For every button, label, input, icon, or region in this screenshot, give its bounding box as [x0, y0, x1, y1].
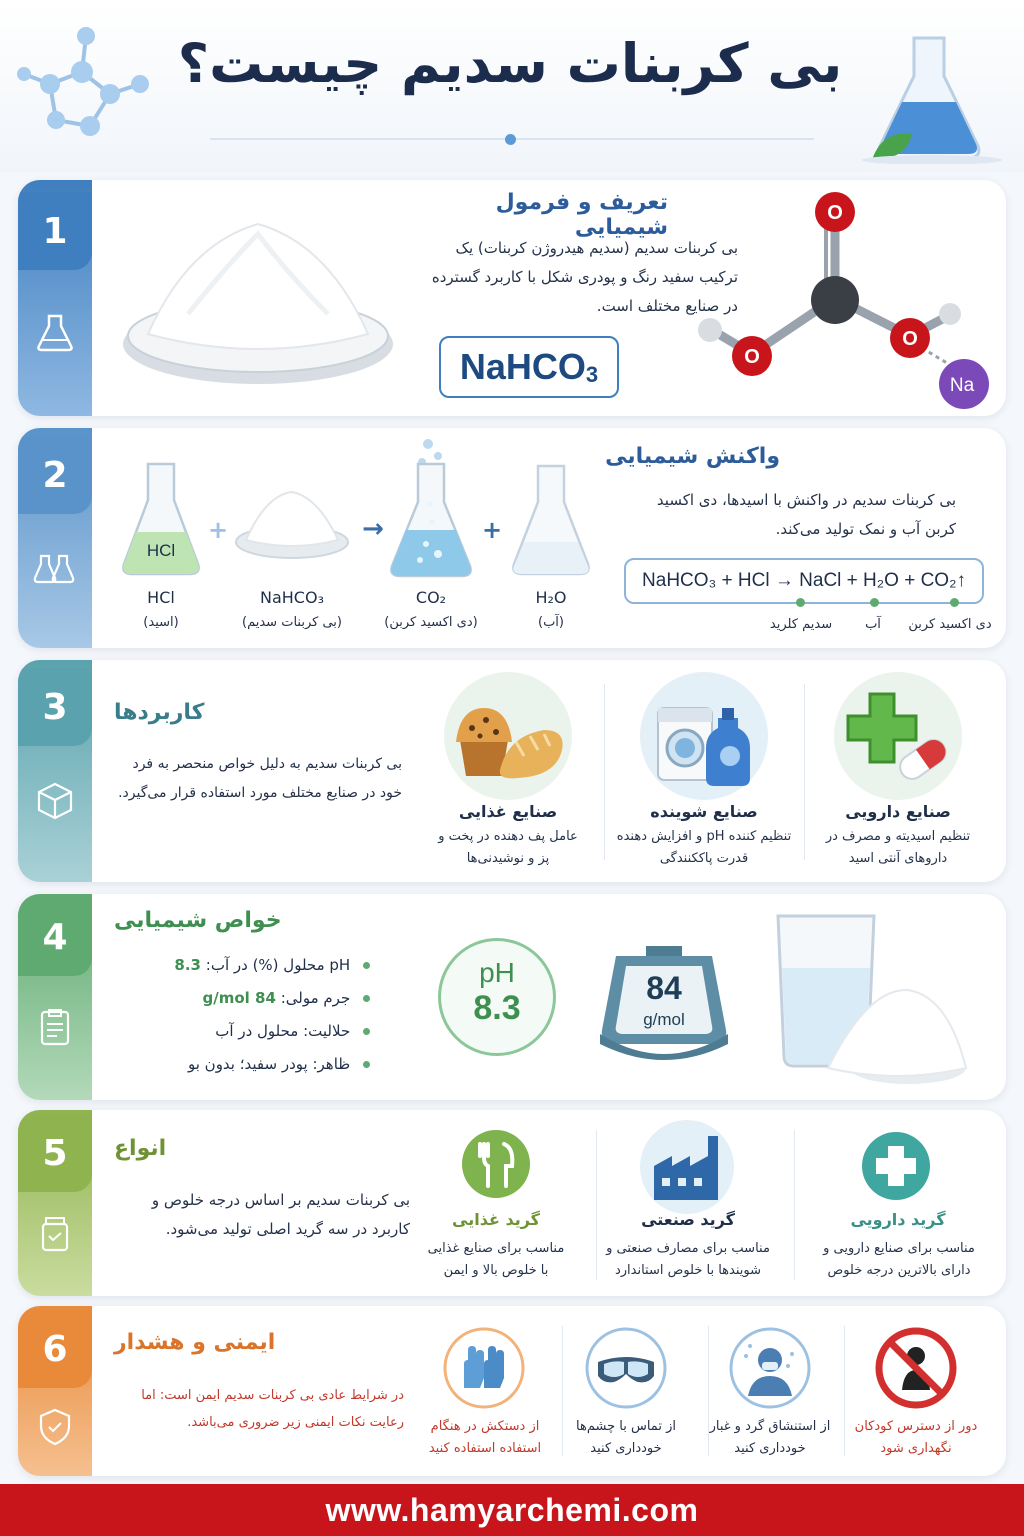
property-bullet	[363, 995, 370, 1002]
application-title: صنایع شوینده	[650, 802, 758, 821]
property-row	[138, 1055, 370, 1081]
section-title: خواص شیمیایی	[114, 908, 282, 933]
section-title: انواع	[114, 1136, 167, 1161]
ph-badge	[438, 938, 556, 1056]
molecule-decoration-icon	[10, 14, 160, 154]
property-bullet	[363, 962, 370, 969]
cube-icon	[32, 778, 78, 824]
section-safety	[18, 1306, 1006, 1476]
divider	[604, 684, 605, 860]
eq-dot	[796, 598, 805, 607]
grade-title: گرید غذایی	[452, 1210, 540, 1229]
reactant-formula: HCl	[147, 588, 175, 607]
safety-desc: دور از دسترس کودکان نگهداری شود	[854, 1419, 978, 1456]
equation-label: سدیم کلرید	[769, 617, 833, 632]
section-text: بی کربنات سدیم (سدیم هیدروژن کربنات) یک ترکیب سفید رنگ و پودری شکل با کاربرد گسترده در صنایع مختلف است.	[431, 239, 738, 315]
hcl-flask-icon	[118, 460, 204, 580]
property-bullet	[363, 1061, 370, 1068]
safety-desc: از تماس با چشم‌ها خودداری کنید	[576, 1419, 676, 1456]
formula-subscript: 3	[585, 362, 599, 387]
section-number: 1	[18, 192, 92, 270]
grade-title: گرید صنعتی	[641, 1210, 735, 1229]
plus-sign: +	[207, 516, 229, 544]
bakery-icon	[450, 690, 570, 790]
section-definition	[18, 180, 1006, 416]
formula-box	[439, 336, 619, 398]
pharma-grade-icon	[860, 1130, 932, 1202]
jar-icon	[32, 1210, 78, 1256]
goggles-icon	[584, 1326, 668, 1410]
section-number: 2	[18, 436, 92, 514]
section-tab	[18, 180, 92, 416]
inhalation-icon	[728, 1326, 812, 1410]
section-title: ایمنی و هشدار	[114, 1330, 276, 1355]
property-label: حلالیت: محلول در آب	[215, 1022, 351, 1040]
footer-bar	[0, 1484, 1024, 1536]
child-prohibited-icon	[874, 1326, 958, 1410]
food-grade-icon	[460, 1128, 532, 1200]
atom-o-label: O	[827, 202, 843, 224]
section-text: بی کربنات سدیم بر اساس درجه خلوص و کاربرد در سه گرید اصلی تولید می‌شود.	[151, 1191, 410, 1238]
grade-desc: مناسب برای صنایع دارویی و دارای بالاترین درجه خلوص	[823, 1241, 975, 1278]
application-desc: تنظیم اسیدیته و مصرف در داروهای آنتی اسید	[825, 829, 971, 866]
atom-o-label: O	[744, 346, 760, 368]
gloves-icon	[442, 1326, 526, 1410]
section-number: 5	[18, 1114, 92, 1192]
ph-value: 8.3	[473, 989, 521, 1027]
section-applications	[18, 660, 1006, 882]
section-properties	[18, 894, 1006, 1100]
plus-sign: +	[481, 516, 503, 544]
header	[0, 0, 1024, 172]
bubbling-flask-icon	[386, 434, 476, 582]
medical-icon	[844, 686, 954, 786]
title-divider-dot	[505, 134, 516, 145]
molecule-model-icon	[690, 188, 1000, 413]
detergent-icon	[652, 684, 758, 792]
section-tab	[18, 660, 92, 882]
property-bullet	[363, 1028, 370, 1035]
beaker-powder-image	[768, 908, 968, 1090]
atom-o-label: O	[902, 328, 918, 350]
section-text: بی کربنات سدیم به دلیل خواص منحصر به فرد خود در صنایع مختلف مورد استفاده قرار می‌گیرد.	[118, 756, 402, 801]
application-title: صنایع دارویی	[845, 802, 951, 821]
application-title: صنایع غذایی	[458, 802, 558, 821]
powder-dish-image	[118, 194, 398, 394]
equation-label: دی اکسید کربن	[908, 617, 992, 632]
water-flask-icon	[508, 462, 594, 580]
product-name: (آب)	[538, 615, 564, 630]
ph-label: pH	[479, 957, 515, 988]
equation-text: NaHCO₃ + HCl → NaCl + H₂O + CO₂↑	[642, 570, 966, 591]
mass-value: 84	[646, 970, 682, 1006]
factory-icon	[648, 1130, 728, 1206]
divider	[562, 1326, 563, 1456]
section-title: تعریف و فرمول شیمیایی	[495, 190, 668, 240]
section-number: 3	[18, 668, 92, 746]
eq-dot	[950, 598, 959, 607]
formula-text: NaHCO	[459, 346, 586, 387]
divider	[804, 684, 805, 860]
section-text: در شرایط عادی بی کربنات سدیم ایمن است: اما رعایت نکات ایمنی زیر ضروری می‌باشد.	[141, 1388, 404, 1430]
section-reaction	[18, 428, 1006, 648]
reaction-arrow: →	[362, 514, 384, 544]
product-formula: H₂O	[535, 588, 567, 607]
divider	[596, 1130, 597, 1280]
property-row	[138, 1022, 370, 1048]
reactant-formula: NaHCO₃	[260, 588, 324, 607]
shield-icon	[32, 1404, 78, 1450]
page-title: بی کربنات سدیم چیست؟	[177, 32, 843, 95]
section-tab	[18, 1110, 92, 1296]
divider	[794, 1130, 795, 1280]
product-formula: CO₂	[415, 588, 447, 607]
reactant-name: (اسید)	[143, 615, 179, 630]
grade-title: گرید دارویی	[850, 1210, 946, 1229]
section-tab	[18, 428, 92, 648]
flasks-icon	[32, 546, 78, 592]
eq-dot	[870, 598, 879, 607]
atom-na-label: Na	[949, 375, 975, 396]
application-desc: عامل پف دهنده در پخت و پز و نوشیدنی‌ها	[438, 829, 578, 866]
section-number: 4	[18, 898, 92, 976]
safety-desc: از دستکش در هنگام استفاده استفاده کنید	[428, 1419, 542, 1456]
divider	[844, 1326, 845, 1456]
section-title: کاربردها	[114, 700, 205, 725]
property-label: pH محلول (%) در آب:	[205, 956, 351, 974]
flask-label: HCl	[146, 541, 176, 560]
flask-leaf-icon	[852, 30, 1012, 164]
mass-unit: g/mol	[643, 1010, 685, 1029]
section-title: واکنش شیمیایی	[605, 444, 780, 469]
property-row	[138, 989, 370, 1015]
clipboard-icon	[32, 1004, 78, 1050]
property-value: 84 g/mol	[202, 989, 276, 1007]
section-types	[18, 1110, 1006, 1296]
grade-desc: مناسب برای صنایع غذایی با خلوص بالا و ایمن	[427, 1241, 565, 1278]
reactant-name: (بی کربنات سدیم)	[242, 615, 342, 630]
application-desc: تنظیم کننده pH و افزایش دهنده قدرت پاککنندگی	[616, 829, 792, 866]
property-value: 8.3	[174, 956, 201, 974]
equation-box	[624, 558, 984, 604]
section-text: بی کربنات سدیم در واکنش با اسیدها، دی اکسید کربن آب و نمک تولید می‌کند.	[656, 491, 956, 538]
powder-bowl-icon	[232, 490, 352, 562]
property-label: جرم مولی:	[280, 989, 351, 1007]
grade-desc: مناسب برای مصارف صنعتی و شویندها با خلوص استاندارد	[606, 1241, 770, 1278]
flask-icon	[32, 310, 78, 356]
website-link[interactable]: www.hamyarchemi.com	[325, 1491, 699, 1528]
property-row	[138, 956, 370, 982]
section-tab	[18, 1306, 92, 1476]
safety-desc: از استنشاق گرد و غبار خودداری کنید	[709, 1419, 831, 1456]
property-label: ظاهر: پودر سفید؛ بدون بو	[187, 1055, 351, 1073]
equation-label: آب	[865, 617, 881, 632]
section-tab	[18, 894, 92, 1100]
section-number: 6	[18, 1310, 92, 1388]
product-name: (دی اکسید کربن)	[384, 615, 478, 630]
